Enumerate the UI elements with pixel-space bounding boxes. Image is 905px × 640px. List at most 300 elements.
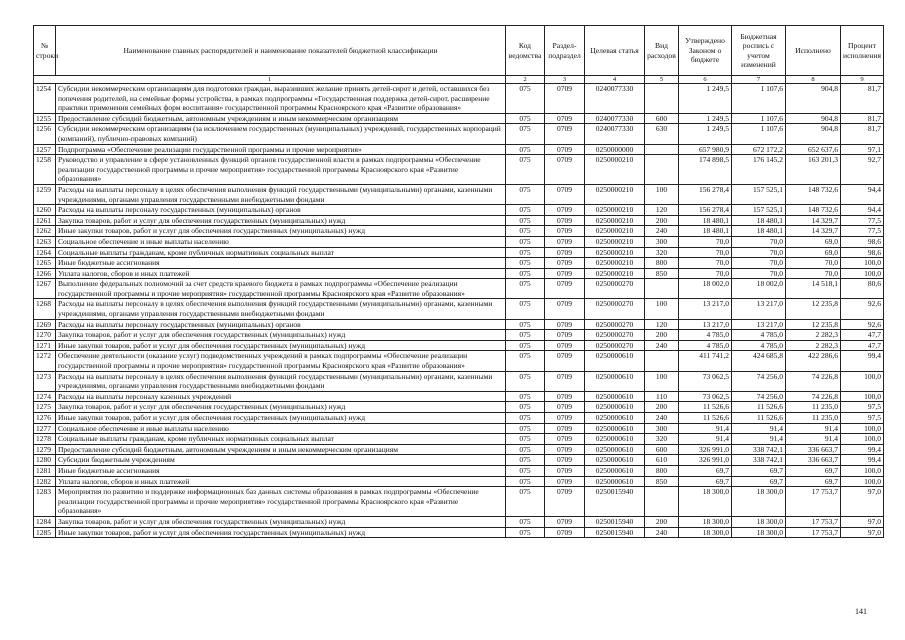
row-list-cell: 157 525,1 (732, 184, 786, 204)
row-exp-type-cell: 120 (645, 205, 679, 216)
row-target-cell: 0250000270 (585, 330, 645, 341)
row-name-cell: Социальное обеспечение и иные выплаты населению (56, 236, 506, 247)
row-list-cell: 1 107,6 (732, 113, 786, 124)
row-target-cell: 0250000210 (585, 226, 645, 237)
row-section-cell: 0709 (545, 236, 585, 247)
row-section-cell: 0709 (545, 476, 585, 487)
header-index-9: 9 (841, 76, 884, 84)
row-exp-type-cell: 100 (645, 299, 679, 319)
row-exp-type-cell: 320 (645, 247, 679, 258)
header-target: Целевая статья (585, 26, 645, 76)
row-exp-type-cell: 850 (645, 268, 679, 279)
header-index-1: 1 (34, 76, 506, 84)
row-exec-cell: 11 235,0 (786, 402, 841, 413)
row-section-cell: 0709 (545, 487, 585, 517)
row-section-cell: 0709 (545, 455, 585, 466)
row-list-cell: 424 685,8 (732, 351, 786, 371)
row-approved-cell: 156 278,4 (679, 205, 732, 216)
row-number-cell: 1256 (34, 124, 56, 144)
row-number-cell: 1270 (34, 330, 56, 341)
header-row (34, 26, 884, 76)
row-section-cell: 0709 (545, 124, 585, 144)
row-target-cell: 0240077330 (585, 84, 645, 114)
row-list-cell: 176 145,2 (732, 155, 786, 185)
row-section-cell: 0709 (545, 215, 585, 226)
row-number-cell: 1264 (34, 247, 56, 258)
row-name-cell: Социальные выплаты гражданам, кроме публичных нормативных социальных выплат (56, 434, 506, 445)
row-pct-cell: 94,4 (841, 205, 884, 216)
table-row (34, 205, 884, 216)
header-index-5: 5 (645, 76, 679, 84)
row-exec-cell: 904,8 (786, 113, 841, 124)
row-section-cell: 0709 (545, 527, 585, 538)
table-row (34, 455, 884, 466)
row-exp-type-cell: 800 (645, 258, 679, 269)
row-name-cell: Иные закупки товаров, работ и услуг для обеспечения государственных (муниципальных) нужд (56, 527, 506, 538)
row-number-cell: 1257 (34, 144, 56, 155)
row-name-cell: Субсидии некоммерческим организациям (за исключением государственных (муниципальных) учреждений, государственных корпораций (компаний), публично-правовых компаний) (56, 124, 506, 144)
row-number-cell: 1275 (34, 402, 56, 413)
row-number-cell: 1260 (34, 205, 56, 216)
row-exec-cell: 2 282,3 (786, 340, 841, 351)
row-name-cell: Выполнение федеральных полномочий за счет средств краевого бюджета в рамках подпрограммы «Обеспечение реализации государственной программы и прочие мероприятия» государственной программы Красноярского края «Развитие образования» (56, 279, 506, 299)
row-name-cell: Иные бюджетные ассигнования (56, 258, 506, 269)
row-section-cell: 0709 (545, 434, 585, 445)
row-exp-type-cell: 120 (645, 319, 679, 330)
row-number-cell: 1266 (34, 268, 56, 279)
row-exec-cell: 74 226,8 (786, 391, 841, 402)
row-number-cell: 1261 (34, 215, 56, 226)
header-row-no: № строки (34, 26, 56, 76)
row-number-cell: 1276 (34, 413, 56, 424)
row-number-cell: 1274 (34, 391, 56, 402)
row-name-cell: Мероприятия по развитию и поддержке информационных баз данных системы образования в рамках подпрограммы «Обеспечение реализации государственной программы и прочие мероприятия» государственной программы Красноярского края «Развитие образования» (56, 487, 506, 517)
row-section-cell: 0709 (545, 113, 585, 124)
row-target-cell: 0250000210 (585, 155, 645, 185)
row-exec-cell: 17 753,7 (786, 527, 841, 538)
row-name-cell: Руководство и управление в сфере установленных функций органов государственной власти в рамках подпрограммы «Обеспечение реализации государственной программы и прочие мероприятия» государственной программы Красноярского края «Развитие образования» (56, 155, 506, 185)
row-exec-cell: 336 663,7 (786, 444, 841, 455)
row-exp-type-cell: 300 (645, 423, 679, 434)
row-list-cell: 4 785,0 (732, 330, 786, 341)
row-section-cell: 0709 (545, 391, 585, 402)
table-row (34, 330, 884, 341)
row-target-cell: 0250000610 (585, 351, 645, 371)
row-approved-cell: 70,0 (679, 236, 732, 247)
header-index-2: 2 (506, 76, 545, 84)
table-row (34, 155, 884, 185)
row-pct-cell: 47,7 (841, 340, 884, 351)
row-number-cell: 1271 (34, 340, 56, 351)
row-list-cell: 18 300,0 (732, 527, 786, 538)
table-row (34, 476, 884, 487)
row-dept-cell: 075 (506, 402, 545, 413)
row-approved-cell: 1 249,5 (679, 124, 732, 144)
row-approved-cell: 11 526,6 (679, 402, 732, 413)
row-section-cell: 0709 (545, 371, 585, 391)
row-exec-cell: 148 732,6 (786, 184, 841, 204)
row-section-cell: 0709 (545, 226, 585, 237)
row-exec-cell: 163 201,3 (786, 155, 841, 185)
row-name-cell: Расходы на выплаты персоналу в целях обеспечения выполнения функций государственными (муниципальными) органами, казенными учреждениями, органами управления государственными внебюджетными фондами (56, 371, 506, 391)
row-list-cell: 70,0 (732, 258, 786, 269)
row-exec-cell: 904,8 (786, 124, 841, 144)
row-pct-cell: 97,5 (841, 402, 884, 413)
row-number-cell: 1255 (34, 113, 56, 124)
row-section-cell: 0709 (545, 340, 585, 351)
row-target-cell: 0250000210 (585, 236, 645, 247)
row-exp-type-cell (645, 487, 679, 517)
row-exec-cell: 12 235,8 (786, 299, 841, 319)
row-pct-cell: 100,0 (841, 391, 884, 402)
row-exp-type-cell: 200 (645, 402, 679, 413)
row-approved-cell: 18 300,0 (679, 527, 732, 538)
table-header (34, 26, 884, 84)
row-exec-cell: 17 753,7 (786, 516, 841, 527)
row-exp-type-cell: 240 (645, 226, 679, 237)
row-target-cell: 0250000610 (585, 465, 645, 476)
row-number-cell: 1268 (34, 299, 56, 319)
row-pct-cell: 80,6 (841, 279, 884, 299)
row-dept-cell: 075 (506, 455, 545, 466)
row-list-cell: 1 107,6 (732, 124, 786, 144)
header-list: Бюджетная роспись с учетом изменений (732, 26, 786, 76)
row-target-cell: 0250000610 (585, 455, 645, 466)
row-approved-cell: 18 002,0 (679, 279, 732, 299)
row-target-cell: 0250000610 (585, 402, 645, 413)
row-number-cell: 1285 (34, 527, 56, 538)
row-exec-cell: 69,0 (786, 247, 841, 258)
row-approved-cell: 326 991,0 (679, 455, 732, 466)
row-target-cell: 0250000210 (585, 215, 645, 226)
header-exec: Исполнено (786, 26, 841, 76)
row-dept-cell: 075 (506, 279, 545, 299)
row-dept-cell: 075 (506, 84, 545, 114)
row-exp-type-cell: 200 (645, 516, 679, 527)
row-section-cell: 0709 (545, 465, 585, 476)
row-dept-cell: 075 (506, 487, 545, 517)
row-exec-cell: 336 663,7 (786, 455, 841, 466)
table-row (34, 340, 884, 351)
row-name-cell: Закупка товаров, работ и услуг для обеспечения государственных (муниципальных) нужд (56, 402, 506, 413)
row-approved-cell: 4 785,0 (679, 330, 732, 341)
row-dept-cell: 075 (506, 391, 545, 402)
row-number-cell: 1258 (34, 155, 56, 185)
row-target-cell: 0250000610 (585, 371, 645, 391)
row-approved-cell: 70,0 (679, 247, 732, 258)
row-approved-cell: 1 249,5 (679, 84, 732, 114)
row-exec-cell: 14 329,7 (786, 226, 841, 237)
row-exec-cell: 91,4 (786, 434, 841, 445)
row-dept-cell: 075 (506, 351, 545, 371)
row-list-cell: 338 742,1 (732, 455, 786, 466)
row-section-cell: 0709 (545, 144, 585, 155)
table-row (34, 268, 884, 279)
row-name-cell: Уплата налогов, сборов и иных платежей (56, 476, 506, 487)
row-name-cell: Иные закупки товаров, работ и услуг для обеспечения государственных (муниципальных) нужд (56, 340, 506, 351)
row-approved-cell: 174 898,5 (679, 155, 732, 185)
row-dept-cell: 075 (506, 144, 545, 155)
row-target-cell: 0250000210 (585, 268, 645, 279)
table-body (34, 84, 884, 538)
row-section-cell: 0709 (545, 155, 585, 185)
row-exp-type-cell: 800 (645, 465, 679, 476)
row-pct-cell: 100,0 (841, 371, 884, 391)
row-pct-cell: 81,7 (841, 113, 884, 124)
row-number-cell: 1280 (34, 455, 56, 466)
row-name-cell: Субсидии некоммерческим организациям для подготовки граждан, выразивших желание принять детей-сирот и детей, оставшихся без попечения родителей, на семейные формы устройства, в рамках подпрограммы «Государственная поддержка детей-сирот, расширение практики применения семейных форм воспитания» государственной программы Красноярского края «Развитие образования» (56, 84, 506, 114)
header-index-8: 8 (786, 76, 841, 84)
table-row (34, 444, 884, 455)
row-dept-cell: 075 (506, 319, 545, 330)
table-row (34, 516, 884, 527)
row-dept-cell: 075 (506, 465, 545, 476)
row-pct-cell: 100,0 (841, 268, 884, 279)
row-exp-type-cell: 100 (645, 184, 679, 204)
row-section-cell: 0709 (545, 444, 585, 455)
row-target-cell: 0250000610 (585, 476, 645, 487)
row-dept-cell: 075 (506, 205, 545, 216)
row-name-cell: Субсидии бюджетным учреждениям (56, 455, 506, 466)
row-exp-type-cell: 850 (645, 476, 679, 487)
row-name-cell: Закупка товаров, работ и услуг для обеспечения государственных (муниципальных) нужд (56, 330, 506, 341)
table-row (34, 84, 884, 114)
header-exp-type: Вид расходов (645, 26, 679, 76)
table-row (34, 434, 884, 445)
row-exp-type-cell: 240 (645, 413, 679, 424)
table-row (34, 371, 884, 391)
table-row (34, 351, 884, 371)
row-section-cell: 0709 (545, 279, 585, 299)
row-exp-type-cell: 240 (645, 340, 679, 351)
row-pct-cell: 97,0 (841, 516, 884, 527)
row-exp-type-cell (645, 351, 679, 371)
row-target-cell: 0250015940 (585, 516, 645, 527)
row-name-cell: Социальное обеспечение и иные выплаты населению (56, 423, 506, 434)
row-dept-cell: 075 (506, 258, 545, 269)
row-name-cell: Обеспечение деятельности (оказание услуг) подведомственных учреждений в рамках подпрограммы «Обеспечение реализации государственной программы и прочие мероприятия» государственной программы Красноярского края «Развитие образования» (56, 351, 506, 371)
row-exp-type-cell: 200 (645, 215, 679, 226)
row-number-cell: 1254 (34, 84, 56, 114)
row-name-cell: Иные закупки товаров, работ и услуг для обеспечения государственных (муниципальных) нужд (56, 413, 506, 424)
row-dept-cell: 075 (506, 113, 545, 124)
table-row (34, 279, 884, 299)
header-index-4: 4 (585, 76, 645, 84)
row-exp-type-cell: 600 (645, 444, 679, 455)
row-list-cell: 1 107,6 (732, 84, 786, 114)
row-approved-cell: 657 980,9 (679, 144, 732, 155)
row-approved-cell: 70,0 (679, 268, 732, 279)
row-exec-cell: 69,0 (786, 236, 841, 247)
row-list-cell: 91,4 (732, 423, 786, 434)
row-pct-cell: 97,5 (841, 413, 884, 424)
row-section-cell: 0709 (545, 423, 585, 434)
row-approved-cell: 91,4 (679, 423, 732, 434)
header-index-6: 6 (679, 76, 732, 84)
row-pct-cell: 99,4 (841, 444, 884, 455)
row-pct-cell: 92,7 (841, 155, 884, 185)
row-number-cell: 1278 (34, 434, 56, 445)
row-exec-cell: 2 282,3 (786, 330, 841, 341)
table-row (34, 391, 884, 402)
table-row (34, 113, 884, 124)
row-exec-cell: 422 286,6 (786, 351, 841, 371)
row-exp-type-cell: 110 (645, 391, 679, 402)
row-approved-cell: 156 278,4 (679, 184, 732, 204)
header-index-row (34, 76, 884, 84)
row-section-cell: 0709 (545, 299, 585, 319)
table-row (34, 413, 884, 424)
row-dept-cell: 075 (506, 340, 545, 351)
table-row (34, 124, 884, 144)
table-row (34, 215, 884, 226)
header-section: Раздел-подраздел (545, 26, 585, 76)
header-index-7: 7 (732, 76, 786, 84)
row-exec-cell: 70,0 (786, 268, 841, 279)
row-number-cell: 1267 (34, 279, 56, 299)
row-pct-cell: 98,6 (841, 236, 884, 247)
row-exec-cell: 91,4 (786, 423, 841, 434)
row-section-cell: 0709 (545, 258, 585, 269)
row-approved-cell: 411 741,2 (679, 351, 732, 371)
row-list-cell: 91,4 (732, 434, 786, 445)
row-exec-cell: 17 753,7 (786, 487, 841, 517)
row-section-cell: 0709 (545, 413, 585, 424)
row-pct-cell: 100,0 (841, 476, 884, 487)
row-section-cell: 0709 (545, 247, 585, 258)
row-dept-cell: 075 (506, 184, 545, 204)
row-dept-cell: 075 (506, 236, 545, 247)
row-target-cell: 0250000270 (585, 279, 645, 299)
row-list-cell: 74 256,0 (732, 391, 786, 402)
row-pct-cell: 81,7 (841, 84, 884, 114)
row-target-cell: 0250000210 (585, 247, 645, 258)
row-approved-cell: 73 062,5 (679, 371, 732, 391)
table-row (34, 226, 884, 237)
row-name-cell: Социальные выплаты гражданам, кроме публичных нормативных социальных выплат (56, 247, 506, 258)
row-exec-cell: 12 235,8 (786, 319, 841, 330)
row-exec-cell: 14 329,7 (786, 215, 841, 226)
row-pct-cell: 97,0 (841, 487, 884, 517)
row-target-cell: 0250015940 (585, 527, 645, 538)
row-list-cell: 672 172,2 (732, 144, 786, 155)
row-name-cell: Расходы на выплаты персоналу государственных (муниципальных) органов (56, 205, 506, 216)
row-exp-type-cell (645, 144, 679, 155)
row-name-cell: Предоставление субсидий бюджетным, автономным учреждениям и иным некоммерческим организациям (56, 113, 506, 124)
row-list-cell: 69,7 (732, 465, 786, 476)
row-pct-cell: 97,1 (841, 144, 884, 155)
row-number-cell: 1263 (34, 236, 56, 247)
row-exec-cell: 69,7 (786, 465, 841, 476)
row-name-cell: Закупка товаров, работ и услуг для обеспечения государственных (муниципальных) нужд (56, 516, 506, 527)
row-pct-cell: 99,4 (841, 351, 884, 371)
row-dept-cell: 075 (506, 155, 545, 185)
table-row (34, 465, 884, 476)
row-exec-cell: 11 235,0 (786, 413, 841, 424)
row-list-cell: 11 526,6 (732, 402, 786, 413)
row-list-cell: 13 217,0 (732, 299, 786, 319)
row-list-cell: 70,0 (732, 268, 786, 279)
row-section-cell: 0709 (545, 402, 585, 413)
row-exec-cell: 904,8 (786, 84, 841, 114)
row-exp-type-cell (645, 279, 679, 299)
row-section-cell: 0709 (545, 319, 585, 330)
header-approved: Утверждено Законом о бюджете (679, 26, 732, 76)
row-pct-cell: 81,7 (841, 124, 884, 144)
table-row (34, 527, 884, 538)
row-target-cell: 0250000270 (585, 299, 645, 319)
row-dept-cell: 075 (506, 268, 545, 279)
row-number-cell: 1269 (34, 319, 56, 330)
row-dept-cell: 075 (506, 299, 545, 319)
row-number-cell: 1284 (34, 516, 56, 527)
row-exp-type-cell: 100 (645, 371, 679, 391)
table-row (34, 487, 884, 517)
row-name-cell: Расходы на выплаты персоналу в целях обеспечения выполнения функций государственными (муниципальными) органами, казенными учреждениями, органами управления государственными внебюджетными фондами (56, 184, 506, 204)
row-exec-cell: 70,0 (786, 258, 841, 269)
row-pct-cell: 77,5 (841, 226, 884, 237)
row-dept-cell: 075 (506, 423, 545, 434)
table-row (34, 402, 884, 413)
row-section-cell: 0709 (545, 516, 585, 527)
row-approved-cell: 18 480,1 (679, 226, 732, 237)
row-exec-cell: 652 637,6 (786, 144, 841, 155)
table-row (34, 144, 884, 155)
row-exp-type-cell: 630 (645, 124, 679, 144)
row-approved-cell: 18 300,0 (679, 487, 732, 517)
row-number-cell: 1277 (34, 423, 56, 434)
header-name: Наименование главных распорядителей и наименование показателей бюджетной классификации (56, 26, 506, 76)
row-number-cell: 1279 (34, 444, 56, 455)
row-approved-cell: 4 785,0 (679, 340, 732, 351)
row-number-cell: 1281 (34, 465, 56, 476)
row-list-cell: 18 480,1 (732, 226, 786, 237)
row-approved-cell: 69,7 (679, 465, 732, 476)
row-target-cell: 0240077330 (585, 113, 645, 124)
row-pct-cell: 77,5 (841, 215, 884, 226)
table-row (34, 236, 884, 247)
row-number-cell: 1283 (34, 487, 56, 517)
row-list-cell: 157 525,1 (732, 205, 786, 216)
row-list-cell: 11 526,6 (732, 413, 786, 424)
row-exp-type-cell: 240 (645, 527, 679, 538)
row-list-cell: 338 742,1 (732, 444, 786, 455)
row-list-cell: 18 480,1 (732, 215, 786, 226)
row-target-cell: 0250000610 (585, 423, 645, 434)
row-target-cell: 0250015940 (585, 487, 645, 517)
document-page (33, 25, 883, 538)
row-exec-cell: 69,7 (786, 476, 841, 487)
table-row (34, 299, 884, 319)
row-section-cell: 0709 (545, 330, 585, 341)
row-number-cell: 1265 (34, 258, 56, 269)
row-list-cell: 18 300,0 (732, 487, 786, 517)
row-pct-cell: 100,0 (841, 465, 884, 476)
row-section-cell: 0709 (545, 205, 585, 216)
row-dept-cell: 075 (506, 527, 545, 538)
row-exp-type-cell: 610 (645, 455, 679, 466)
row-dept-cell: 075 (506, 413, 545, 424)
row-target-cell: 0240077330 (585, 124, 645, 144)
row-dept-cell: 075 (506, 226, 545, 237)
row-pct-cell: 92,6 (841, 319, 884, 330)
row-pct-cell: 47,7 (841, 330, 884, 341)
row-pct-cell: 99,4 (841, 455, 884, 466)
row-target-cell: 0250000000 (585, 144, 645, 155)
row-list-cell: 74 256,0 (732, 371, 786, 391)
row-list-cell: 18 300,0 (732, 516, 786, 527)
row-exp-type-cell: 200 (645, 330, 679, 341)
